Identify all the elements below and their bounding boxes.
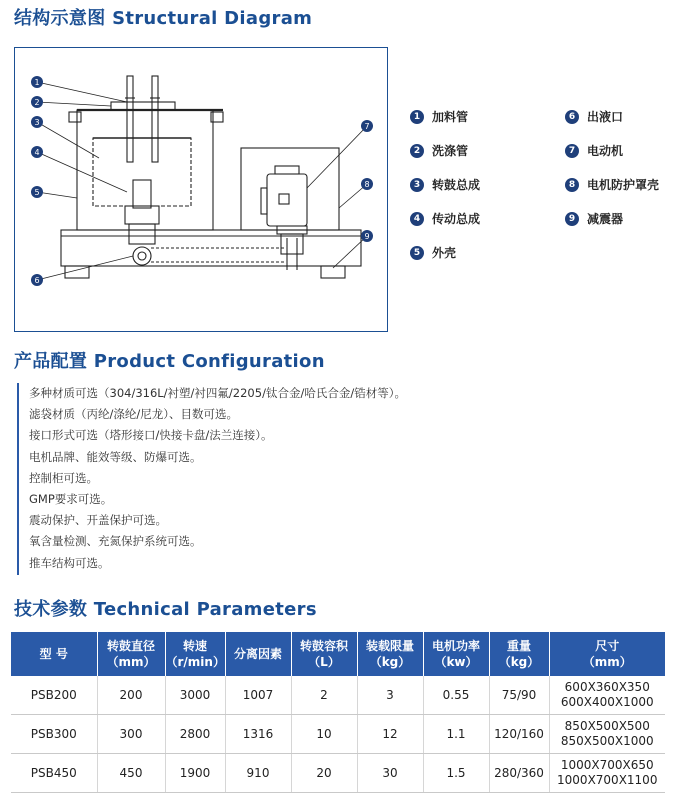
callout-9-label: 9 bbox=[364, 232, 370, 241]
legend-item-9 bbox=[565, 210, 623, 227]
header-drum-diameter: 转鼓直径 （mm） bbox=[97, 632, 165, 676]
legend-label-7: 电动机 bbox=[587, 144, 624, 158]
table-row bbox=[11, 754, 665, 793]
header-separation-factor: 分离因素 bbox=[225, 632, 291, 676]
config-line: 推车结构可选。 bbox=[29, 555, 110, 570]
cell-motor-power: 1.5 bbox=[423, 754, 489, 793]
legend-item-3 bbox=[410, 176, 480, 193]
legend-label-8: 电机防护罩壳 bbox=[587, 178, 660, 192]
config-line: GMP要求可选。 bbox=[29, 491, 113, 506]
legend-number-4: 4 bbox=[410, 212, 424, 226]
configuration-list bbox=[17, 383, 539, 575]
legend-number-7: 7 bbox=[565, 144, 579, 158]
cell-dimensions: 850X500X500 850X500X1000 bbox=[549, 715, 665, 754]
legend-number-5: 5 bbox=[410, 246, 424, 260]
cell-drum-volume: 2 bbox=[291, 676, 357, 715]
technical-parameters-title: 技术参数 Technical Parameters bbox=[14, 599, 317, 620]
config-line: 震动保护、开盖保护可选。 bbox=[29, 513, 167, 528]
cell-model: PSB200 bbox=[11, 676, 97, 715]
callout-1-label: 1 bbox=[34, 78, 40, 87]
cell-dimensions: 600X360X350 600X400X1000 bbox=[549, 676, 665, 715]
cell-separation-factor: 1007 bbox=[225, 676, 291, 715]
legend-number-3: 3 bbox=[410, 178, 424, 192]
config-line: 电机品牌、能效等级、防爆可选。 bbox=[29, 449, 202, 464]
cell-model: PSB450 bbox=[11, 754, 97, 793]
callout-7-label: 7 bbox=[364, 122, 370, 131]
legend-item-7 bbox=[565, 142, 623, 159]
cell-speed: 2800 bbox=[165, 715, 225, 754]
cell-weight: 75/90 bbox=[489, 676, 549, 715]
legend-label-9: 减震器 bbox=[587, 212, 624, 226]
callout-2-label: 2 bbox=[34, 98, 40, 107]
cell-weight: 280/360 bbox=[489, 754, 549, 793]
cell-speed: 3000 bbox=[165, 676, 225, 715]
cell-motor-power: 0.55 bbox=[423, 676, 489, 715]
config-line: 氧含量检测、充氮保护系统可选。 bbox=[29, 534, 202, 549]
cell-weight: 120/160 bbox=[489, 715, 549, 754]
table-row bbox=[11, 715, 665, 754]
legend-label-1: 加料管 bbox=[432, 110, 469, 124]
callout-6-label: 6 bbox=[34, 276, 40, 285]
cell-load-limit: 30 bbox=[357, 754, 423, 793]
header-model: 型 号 bbox=[11, 632, 97, 676]
legend-item-5 bbox=[410, 244, 456, 261]
legend-item-6 bbox=[565, 108, 623, 125]
cell-drum-volume: 10 bbox=[291, 715, 357, 754]
legend-label-2: 洗涤管 bbox=[432, 144, 469, 158]
legend-item-4 bbox=[410, 210, 480, 227]
header-drum-volume: 转鼓容积 （L） bbox=[291, 632, 357, 676]
legend-number-2: 2 bbox=[410, 144, 424, 158]
legend-label-6: 出液口 bbox=[587, 110, 624, 124]
cell-load-limit: 3 bbox=[357, 676, 423, 715]
cell-dimensions: 1000X700X650 1000X700X1100 bbox=[549, 754, 665, 793]
table-header-row bbox=[11, 632, 665, 676]
header-motor-power: 电机功率 （kw） bbox=[423, 632, 489, 676]
legend-label-4: 传动总成 bbox=[432, 212, 481, 226]
cell-drum-diameter: 200 bbox=[97, 676, 165, 715]
centrifuge-drawing bbox=[15, 48, 386, 330]
cell-separation-factor: 1316 bbox=[225, 715, 291, 754]
product-configuration-title: 产品配置 Product Configuration bbox=[14, 351, 325, 372]
cell-drum-volume: 20 bbox=[291, 754, 357, 793]
header-speed: 转速 （r/min） bbox=[165, 632, 225, 676]
cell-drum-diameter: 300 bbox=[97, 715, 165, 754]
config-line: 多种材质可选（304/316L/衬塑/衬四氟/2205/钛合金/哈氏合金/锆材等）。 bbox=[29, 386, 406, 400]
parameters-table bbox=[11, 632, 665, 793]
callout-4-label: 4 bbox=[34, 148, 40, 157]
structural-diagram-title: 结构示意图 Structural Diagram bbox=[14, 8, 313, 29]
legend-item-2 bbox=[410, 142, 468, 159]
header-dimensions: 尺寸 （mm） bbox=[549, 632, 665, 676]
diagram-callouts bbox=[31, 76, 373, 286]
legend-number-1: 1 bbox=[410, 110, 424, 124]
cell-load-limit: 12 bbox=[357, 715, 423, 754]
callout-5-label: 5 bbox=[34, 188, 40, 197]
legend-number-6: 6 bbox=[565, 110, 579, 124]
legend-number-9: 9 bbox=[565, 212, 579, 226]
callout-3-label: 3 bbox=[34, 118, 40, 127]
legend-item-8 bbox=[565, 176, 659, 193]
config-line: 控制柜可选。 bbox=[29, 470, 98, 485]
legend-label-3: 转鼓总成 bbox=[432, 178, 481, 192]
legend-label-5: 外壳 bbox=[432, 246, 457, 260]
header-load-limit: 装载限量 （kg） bbox=[357, 632, 423, 676]
legend-item-1 bbox=[410, 108, 468, 125]
cell-separation-factor: 910 bbox=[225, 754, 291, 793]
cell-drum-diameter: 450 bbox=[97, 754, 165, 793]
config-line: 滤袋材质（丙纶/涤纶/尼龙）、目数可选。 bbox=[29, 407, 238, 422]
cell-motor-power: 1.1 bbox=[423, 715, 489, 754]
config-line: 接口形式可选（塔形接口/快接卡盘/法兰连接）。 bbox=[29, 428, 273, 443]
structural-diagram bbox=[14, 47, 388, 332]
cell-model: PSB300 bbox=[11, 715, 97, 754]
header-weight: 重量 （kg） bbox=[489, 632, 549, 676]
callout-8-label: 8 bbox=[364, 180, 370, 189]
cell-speed: 1900 bbox=[165, 754, 225, 793]
table-row bbox=[11, 676, 665, 715]
legend-number-8: 8 bbox=[565, 178, 579, 192]
